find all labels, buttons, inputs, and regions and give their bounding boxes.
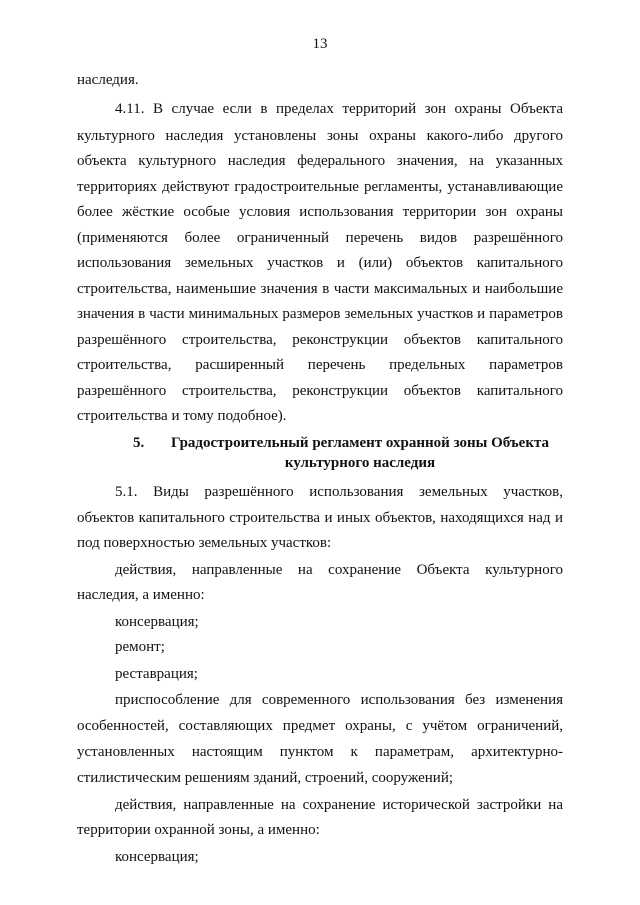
text-line: более жёсткие особые условия использования территории зон охраны [77,204,563,220]
text-line: строительства, расширенный перечень предельных параметров [77,357,563,373]
section-number: 5. [133,435,145,451]
text-line: под поверхностью земельных участков: [77,535,332,551]
text-line: разрешённого строительства, реконструкции объектов капитального [77,332,563,348]
text-line: наследия. [77,72,139,88]
text-line: консервация; [115,849,199,865]
text-line: консервация; [115,614,199,630]
section-title-line-2: культурного наследия [284,455,436,471]
text-line: 5.1. Виды разрешённого использования земельных участков, [115,484,563,500]
text-line: строительства, наименьшие значения в части максимальных и наибольшие [77,281,563,297]
text-line: стилистическим решениям зданий, строений, сооружений; [77,770,454,786]
text-line: действия, направленные на сохранение исторической застройки на [115,797,563,813]
text-line: строительства и тому подобное). [77,408,287,424]
text-line: объектов капитального строительства и иных объектов, находящихся над и [77,510,563,526]
text-line: приспособление для современного использования без изменения [115,692,563,708]
text-line: территории охранной зоны, а именно: [77,822,320,838]
text-line: объекта культурного наследия федерального значения, на указанных [77,153,563,169]
text-line: 4.11. В случае если в пределах территорий зон охраны Объекта [115,101,563,117]
text-line: культурного наследия установлены зоны охраны какого-либо другого [77,128,563,144]
text-line: значения в части минимальных размеров земельных участков и параметров [77,306,563,322]
text-line: ремонт; [115,639,165,655]
text-line: использования земельных участков и (или) объектов капитального [77,255,563,271]
text-line: действия, направленные на сохранение Объекта культурного [115,562,563,578]
section-title-line-1: Градостроительный регламент охранной зоны Объекта [170,435,550,451]
text-line: установленных настоящим пунктом к параметрам, архитектурно- [77,744,563,760]
text-line: особенностей, составляющих предмет охраны, с учётом ограничений, [77,718,563,734]
page-number: 13 [312,36,328,52]
text-line: реставрация; [115,666,198,682]
text-line: (применяются более ограниченный перечень видов разрешённого [77,230,563,246]
text-line: наследия, а именно: [77,587,205,603]
text-line: разрешённого строительства, реконструкции объектов капитального [77,383,563,399]
text-line: территориях действуют градостроительные регламенты, устанавливающие [77,179,563,195]
